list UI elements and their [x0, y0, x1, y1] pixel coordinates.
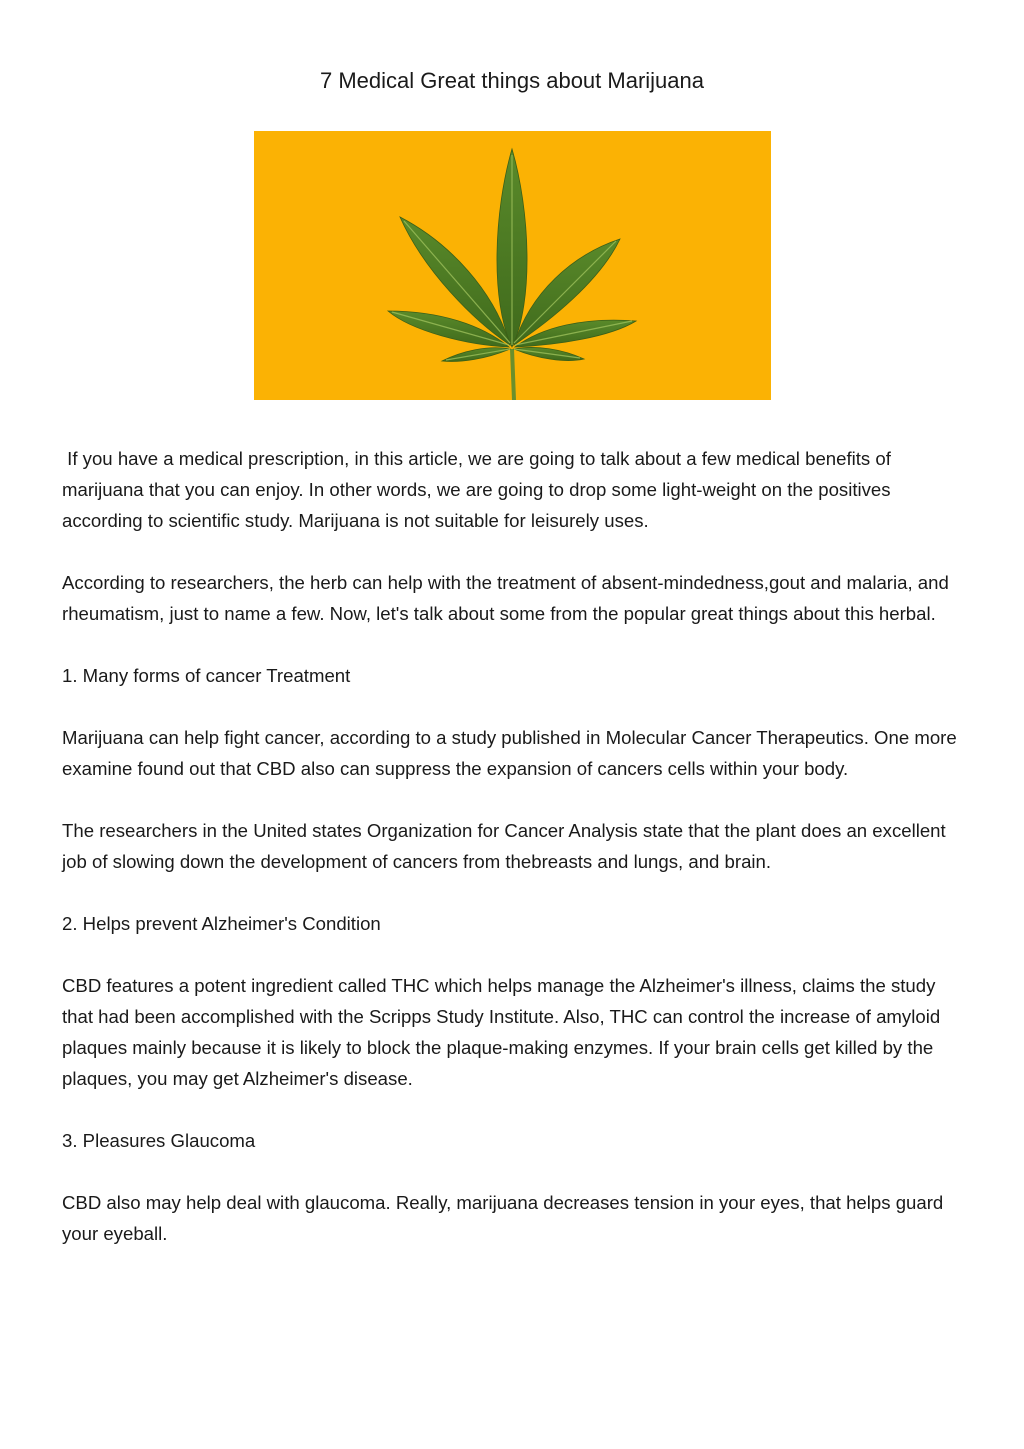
page-title: 7 Medical Great things about Marijuana [320, 68, 704, 93]
alzheimers-paragraph: CBD features a potent ingredient called THC which helps manage the Alzheimer's illness, claims the study that had been accomplished with the Scripps Study Institute. Also, THC can control the increase of amyloid plaques mainly because it is likely to block the plaque-making enzymes. If your brain cells get killed by the plaques, you may get Alzheimer's disease. [62, 975, 946, 1089]
researchers-paragraph: According to researchers, the herb can help with the treatment of absent-mindedness,gout and malaria, and rheumatism, just to name a few. Now, let's talk about some from the popular great things about this herbal. [62, 572, 954, 624]
section-heading-glaucoma: 3. Pleasures Glaucoma [62, 1130, 256, 1151]
cancer-paragraph-1: Marijuana can help fight cancer, according to a study published in Molecular Cancer Therapeutics. One more examine found out that CBD also can suppress the expansion of cancers cells within your body. [62, 727, 962, 779]
section-heading-cancer: 1. Many forms of cancer Treatment [62, 665, 351, 686]
cannabis-leaf-icon [254, 131, 771, 400]
article-body [62, 443, 967, 1249]
intro-paragraph: If you have a medical prescription, in this article, we are going to talk about a few medical benefits of marijuana that you can enjoy. In other words, we are going to drop some light-weight on the positives according to scientific study. Marijuana is not suitable for leisurely uses. [62, 448, 897, 531]
cancer-paragraph-2: The researchers in the United states Organization for Cancer Analysis state that the plant does an excellent job of slowing down the development of cancers from thebreasts and lungs, and brain. [62, 820, 951, 872]
section-heading-alzheimers: 2. Helps prevent Alzheimer's Condition [62, 913, 381, 934]
hero-image [254, 131, 771, 400]
glaucoma-paragraph: CBD also may help deal with glaucoma. Really, marijuana decreases tension in your eyes, that helps guard your eyeball. [62, 1192, 949, 1244]
